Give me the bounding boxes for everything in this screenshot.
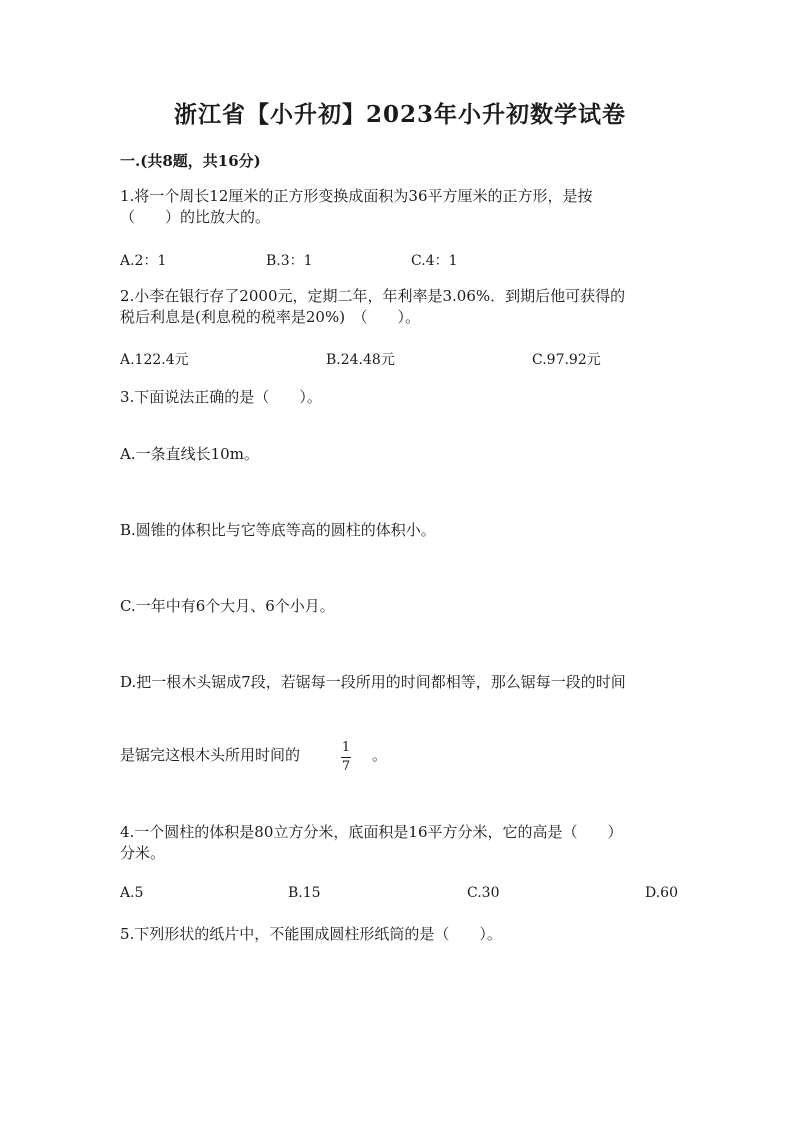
page-title: 浙江省【小升初】2023年小升初数学试卷 (173, 101, 626, 128)
question-1-option-a: A.2：1 (120, 253, 167, 269)
section-heading: 一.(共8题，共16分) (120, 152, 261, 170)
question-2-option-c: C.97.92元 (532, 352, 601, 368)
question-3: 3.下面说法正确的是（ ）。 (120, 388, 322, 406)
question-3-option-b: B.圆锥的体积比与它等底等高的圆柱的体积小。 (120, 521, 436, 539)
question-4-option-b: B.15 (288, 885, 321, 901)
question-1-option-c: C.4：1 (411, 253, 458, 269)
question-1 (120, 186, 593, 228)
question-4-line-2: 分米。 (120, 844, 166, 862)
fraction (341, 740, 351, 775)
question-4-option-d: D.60 (645, 885, 678, 901)
question-4-line-1: 4.一个圆柱的体积是80立方分米，底面积是16平方分米，它的高是（ ） (120, 823, 623, 841)
fraction-bar (341, 757, 351, 758)
question-3-option-d: D.把一根木头锯成7段，若锯每一段所用的时间都相等，那么锯每一段的时间 (120, 673, 626, 691)
question-1-line-2: （ ）的比放大的。 (120, 208, 271, 226)
question-4-option-c: C.30 (467, 885, 500, 901)
question-2-option-b: B.24.48元 (326, 352, 395, 368)
fraction-denominator: 7 (341, 759, 351, 774)
question-4 (120, 822, 623, 864)
fraction-numerator: 1 (341, 740, 351, 755)
question-2 (120, 286, 625, 328)
question-3-option-c: C.一年中有6个大月、6个小月。 (120, 597, 335, 615)
question-2-option-a: A.122.4元 (120, 352, 189, 368)
question-4-option-a: A.5 (120, 885, 144, 901)
question-3-option-d-continued: 是锯完这根木头所用时间的 (120, 746, 301, 764)
question-1-line-1: 1.将一个周长12厘米的正方形变换成面积为36平方厘米的正方形，是按 (120, 187, 593, 205)
question-3-option-a: A.一条直线长10m。 (120, 445, 259, 463)
question-1-option-b: B.3：1 (266, 253, 313, 269)
question-5: 5.下列形状的纸片中，不能围成圆柱形纸筒的是（ ）。 (120, 925, 502, 943)
question-2-line-2: 税后利息是(利息税的税率是20%) （ ）。 (120, 308, 421, 326)
question-2-line-1: 2.小李在银行存了2000元，定期二年，年利率是3.06%．到期后他可获得的 (120, 287, 626, 305)
question-3-option-d-end: 。 (372, 746, 388, 764)
